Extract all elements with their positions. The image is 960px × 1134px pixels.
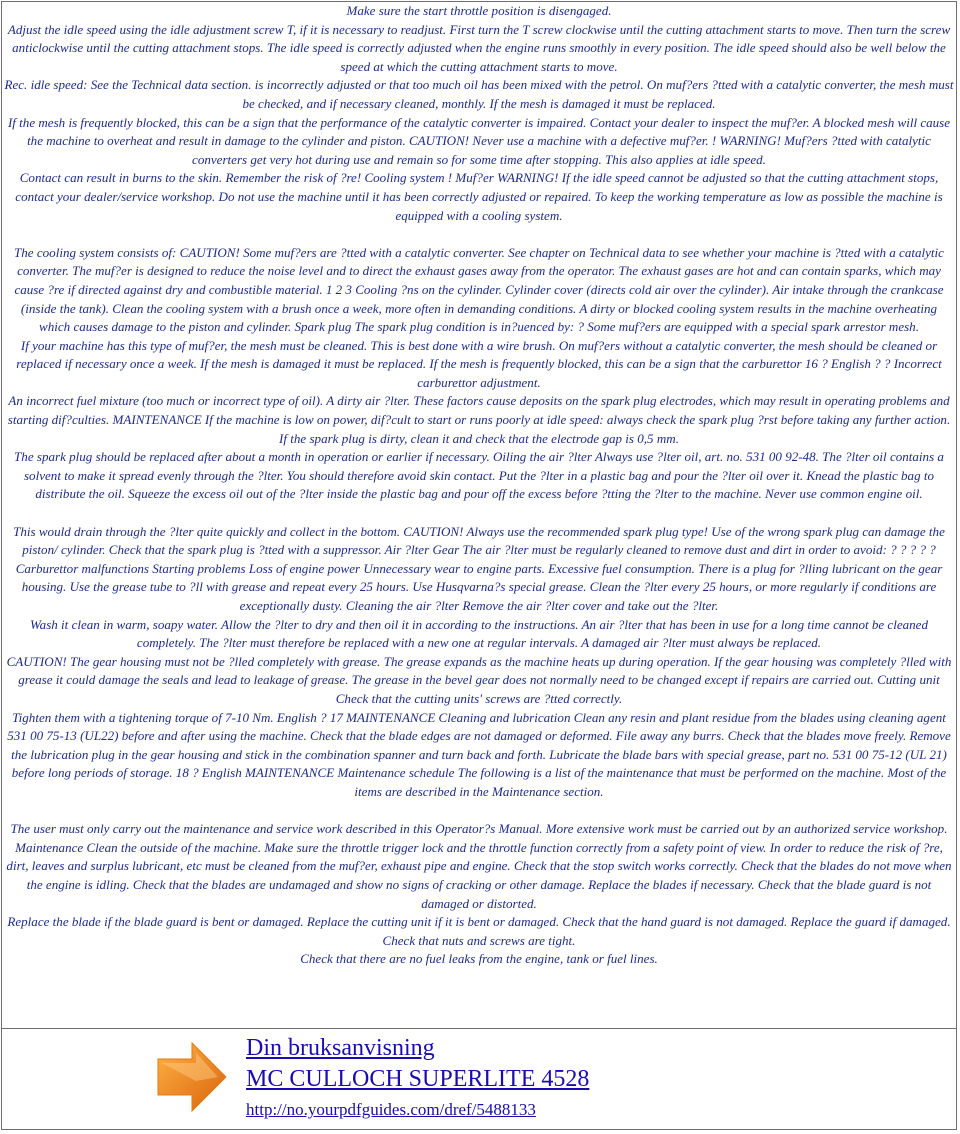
paragraph-spacer [4, 225, 954, 244]
paragraph: Tighten them with a tightening torque of 7-10 Nm. English ? 17 MAINTENANCE Cleaning and lubrication Clean any resin and plant residue from the blades using cleaning agent 531 00 75-13 (UL22) before and after using the machine. Check that the blade edges are not damaged or deformed. File away any burrs. Check that the blades move freely. Remove the lubrication plug in the gear housing and stick in the combination spanner and turn back and forth. Lubricate the blade bars with special grease, part no. 531 00 75-12 (UL 21) before long periods of storage. 18 ? English MAINTENANCE Maintenance schedule The following is a list of the maintenance that must be performed on the machine. Most of the items are described in the Maintenance section. [7, 709, 951, 799]
paragraph: The cooling system consists of: CAUTION! Some muf?ers are ?tted with a catalytic converter. See chapter on Technical data to see whether your machine is ?tted with a catalytic converter. The muf?er is designed to reduce the noise level and to direct the exhaust gases away from the operator. The exhaust gases are hot and can contain sparks, which may cause ?re if directed against dry and combustible material. 1 2 3 Cooling ?ns on the cylinder. Cylinder cover (directs cold air over the cylinder). Air intake through the crankcase (inside the tank). Clean the cooling system with a brush once a week, more often in demanding conditions. A dirty or blocked cooling system results in the machine overheating which causes damage to the piston and cylinder. Spark plug The spark plug condition is in?uenced by: ? Some muf?ers are equipped with a special spark arrestor mesh. [14, 244, 944, 335]
paragraph: Make sure the start throttle position is disengaged. [346, 3, 612, 18]
paragraph: The user must only carry out the maintenance and service work described in this Operator?s Manual. More extensive work must be carried out by an authorized service workshop. Maintenance Clean the outside of the machine. Make sure the throttle trigger lock and the throttle function correctly from a safety point of view. In order to reduce the risk of ?re, dirt, leaves and surplus lubricant, etc must be cleaned from the muf?er, exhaust pipe and engine. Check that the stop switch works correctly. Check that the blades do not move when the engine is idling. Check that the blades are undamaged and show no signs of cracking or other damage. Replace the blades if necessary. Check that the blade guard is not damaged or distorted. [6, 821, 952, 911]
paragraph: The spark plug should be replaced after about a month in operation or earlier if necessary. Oiling the air ?lter Always use ?lter oil, art. no. 531 00 92-48. The ?lter oil contains a solvent to make it spread evenly through the ?lter. You should therefore avoid skin contact. Put the ?lter in a plastic bag and pour the ?lter oil over it. Knead the plastic bag to distribute the oil. Squeeze the excess oil out of the ?lter inside the plastic bag and pour off the excess before ?tting the ?lter to the machine. Never use common engine oil. [14, 449, 944, 502]
paragraph: Contact can result in burns to the skin. Remember the risk of ?re! Cooling system ! Muf?er WARNING! If the idle speed cannot be adjusted so that the cutting attachment stops, contact your dealer/service workshop. Do not use the machine until it has been correctly adjusted or repaired. To keep the working temperature as low as possible the machine is equipped with a cooling system. [15, 170, 943, 223]
link-url[interactable]: http://no.yourpdfguides.com/dref/5488133 [246, 1100, 536, 1119]
paragraph: This would drain through the ?lter quite quickly and collect in the bottom. CAUTION! Always use the recommended spark plug type! Use of the wrong spark plug can damage the piston/ cylinder. Check that the spark plug is ?tted with a suppressor. Air ?lter Gear The air ?lter must be regularly cleaned to remove dust and dirt in order to avoid: ? ? ? ? ? Carburettor malfunctions Starting problems Loss of engine power Unnecessary wear to engine parts. Excessive fuel consumption. There is a plug for ?lling lubricant on the gear housing. Use the grease tube to ?ll with grease and repeat every 25 hours. Use Husqvarna?s special grease. Clean the ?lter every 25 hours, or more regularly if conditions are exceptionally dusty. Cleaning the air ?lter Remove the air ?lter cover and take out the ?lter. [13, 523, 945, 613]
paragraph: Adjust the idle speed using the idle adjustment screw T, if it is necessary to readjust. First turn the T screw clockwise until the cutting attachment starts to move. Then turn the screw anticlockwise until the cutting attachment stops. The idle speed is correctly adjusted when the engine runs smoothly in every position. The idle speed should also be well below the speed at which the cutting attachment starts to move. [7, 21, 951, 74]
paragraph-spacer [4, 504, 954, 523]
paragraph: An incorrect fuel mixture (too much or incorrect type of oil). A dirty air ?lter. These factors cause deposits on the spark plug electrodes, which may result in operating problems and starting dif?culties. MAINTENANCE If the machine is low on power, dif?cult to start or runs poorly at idle speed: always check the spark plug ?rst before taking any further action. If the spark plug is dirty, clean it and check that the electrode gap is 0,5 mm. [7, 393, 951, 446]
paragraph: Wash it clean in warm, soapy water. Allow the ?lter to dry and then oil it in according to the instructions. An air ?lter that has been in use for a long time cannot be cleaned completely. The ?lter must therefore be replaced with a new one at regular intervals. A damaged air ?lter must always be replaced. [30, 616, 928, 651]
paragraph: If the mesh is frequently blocked, this can be a sign that the performance of the catalytic converter is impaired. Contact your dealer to inspect the muf?er. A blocked mesh will cause the machine to overheat and result in damage to the cylinder and piston. CAUTION! Never use a machine with a defective muf?er. ! WARNING! Muf?ers ?tted with catalytic converters get very hot during use and remain so for some time after stopping. This also applies at idle speed. [7, 114, 951, 167]
document-page [1, 1, 957, 1130]
paragraph: Check that there are no fuel leaks from the engine, tank or fuel lines. [300, 951, 658, 967]
paragraph: CAUTION! The gear housing must not be ?lled completely with grease. The grease expands as the machine heats up during operation. If the gear housing was completely ?lled with grease it could damage the seals and lead to leakage of grease. The grease in the bevel gear does not normally need to be changed except if repairs are carried out. Cutting unit Check that the cutting units' screws are ?tted correctly. [6, 653, 952, 706]
document-body [2, 2, 956, 969]
paragraph: Replace the blade if the blade guard is bent or damaged. Replace the cutting unit if it is bent or damaged. Check that the hand guard is not damaged. Replace the guard if damaged. Check that nuts and screws are tight. [7, 914, 951, 948]
footer-links [246, 1033, 589, 1123]
paragraph: Rec. idle speed: See the Technical data section. is incorrectly adjusted or that too much oil has been mixed with the petrol. On muf?ers ?tted with a catalytic converter, the mesh must be checked, and if necessary cleaned, monthly. If the mesh is damaged it must be replaced. [4, 77, 954, 111]
link-manual-title[interactable]: Din bruksanvisning [246, 1035, 435, 1061]
orange-arrow-logo-icon [152, 1037, 232, 1117]
paragraph: If your machine has this type of muf?er, the mesh must be cleaned. This is best done with a wire brush. On muf?ers without a catalytic converter, the mesh should be cleaned or replaced if necessary once a week. If the mesh is damaged it must be replaced. If the mesh is frequently blocked, this can be a sign that the carburettor 16 ? English ? ? Incorrect carburettor adjustment. [16, 337, 942, 390]
link-product-name[interactable]: MC CULLOCH SUPERLITE 4528 [246, 1066, 590, 1092]
footer [2, 1028, 956, 1129]
paragraph-spacer [4, 802, 954, 821]
